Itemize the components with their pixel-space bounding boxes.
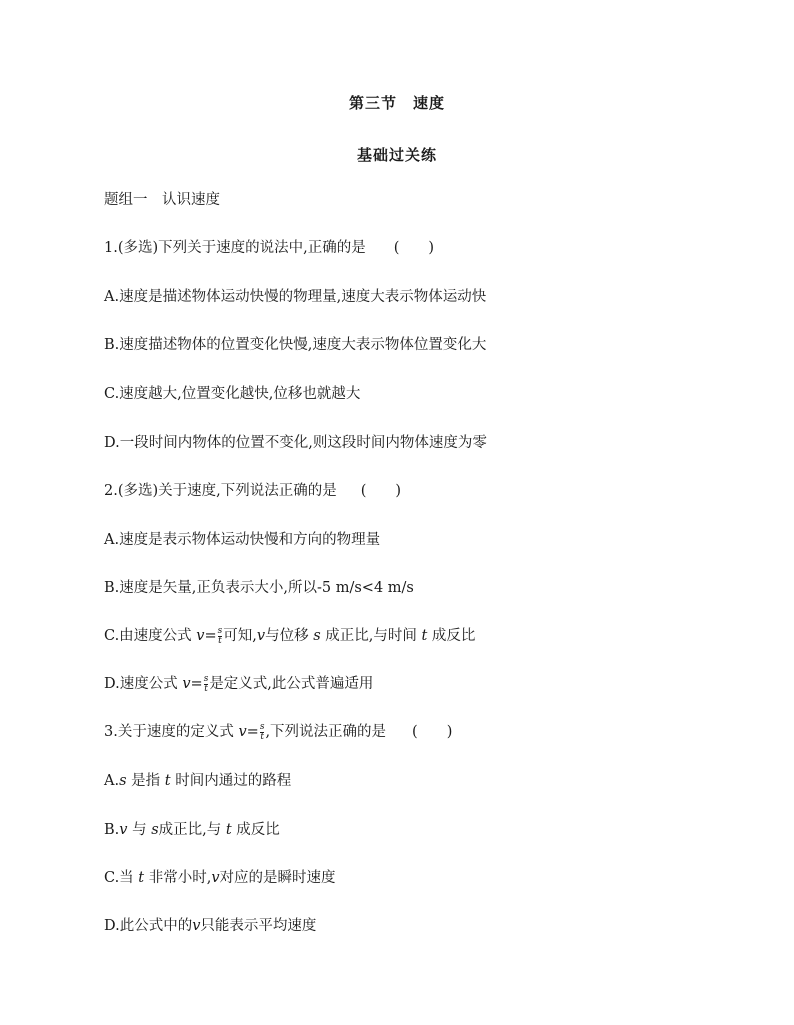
variable-t: t <box>421 628 428 644</box>
answer-bracket: ( ) <box>393 240 435 256</box>
question-2-option-a: A.速度是表示物体运动快慢和方向的物理量 <box>104 532 381 548</box>
variable-s: s <box>151 822 159 838</box>
variable-v: v <box>211 870 220 886</box>
question-3-option-c: C.当 t 非常小时,v对应的是瞬时速度 <box>104 870 336 886</box>
question-1-stem <box>104 238 434 258</box>
variable-s: s <box>119 773 127 789</box>
answer-bracket: ( ) <box>412 724 453 740</box>
variable-v: v <box>182 676 191 692</box>
question-2-option-b: B.速度是矢量,正负表示大小,所以-5 m/s<4 m/s <box>104 580 414 596</box>
variable-t: t <box>164 773 171 789</box>
question-2-option-c: C.由速度公式 v= $\frac{s}{t}$ 可知,v与位移 s 成正比,与时间 t 成反比 <box>104 625 476 646</box>
question-1-option-b: B.速度描述物体的位置变化快慢,速度大表示物体位置变化大 <box>104 337 487 353</box>
question-3-stem: 3.关于速度的定义式 v= $\frac{s}{t}$ ,下列说法正确的是 ( ) <box>104 721 453 742</box>
question-1-option-d: D.一段时间内物体的位置不变化,则这段时间内物体速度为零 <box>104 435 487 451</box>
question-3-option-a: A.s 是指 t 时间内通过的路程 <box>104 773 292 789</box>
question-3-option-d: D.此公式中的v只能表示平均速度 <box>104 918 317 934</box>
question-2-text: 2.(多选)关于速度,下列说法正确的是 <box>104 483 337 499</box>
question-1-option-c: C.速度越大,位置变化越快,位移也就越大 <box>104 386 361 402</box>
fraction-s-over-t: $\frac{s}{t}$ <box>203 673 209 694</box>
answer-bracket: ( ) <box>360 483 402 499</box>
variable-v: v <box>196 628 205 644</box>
question-1-option-a: A.速度是描述物体运动快慢的物理量,速度大表示物体运动快 <box>104 289 487 305</box>
question-1-text: 1.(多选)下列关于速度的说法中,正确的是 <box>104 240 366 256</box>
variable-v: v <box>192 918 201 934</box>
variable-t: t <box>225 822 232 838</box>
fraction-s-over-t: $\frac{s}{t}$ <box>217 625 223 646</box>
exercise-subtitle: 基础过关练 <box>356 146 437 164</box>
fraction-s-over-t: $\frac{s}{t}$ <box>259 721 265 742</box>
question-3-option-b: B.v 与 s成正比,与 t 成反比 <box>104 822 280 838</box>
variable-t: t <box>138 870 145 886</box>
question-2-option-d: D.速度公式 v= $\frac{s}{t}$ 是定义式,此公式普遍适用 <box>104 673 374 694</box>
variable-v: v <box>119 822 128 838</box>
variable-v: v <box>238 724 247 740</box>
question-2-stem <box>104 481 401 501</box>
variable-s: s <box>313 628 321 644</box>
variable-v: v <box>256 628 266 644</box>
question-group-label: 题组一 认识速度 <box>104 192 220 208</box>
section-title: 第三节 速度 <box>348 94 445 112</box>
